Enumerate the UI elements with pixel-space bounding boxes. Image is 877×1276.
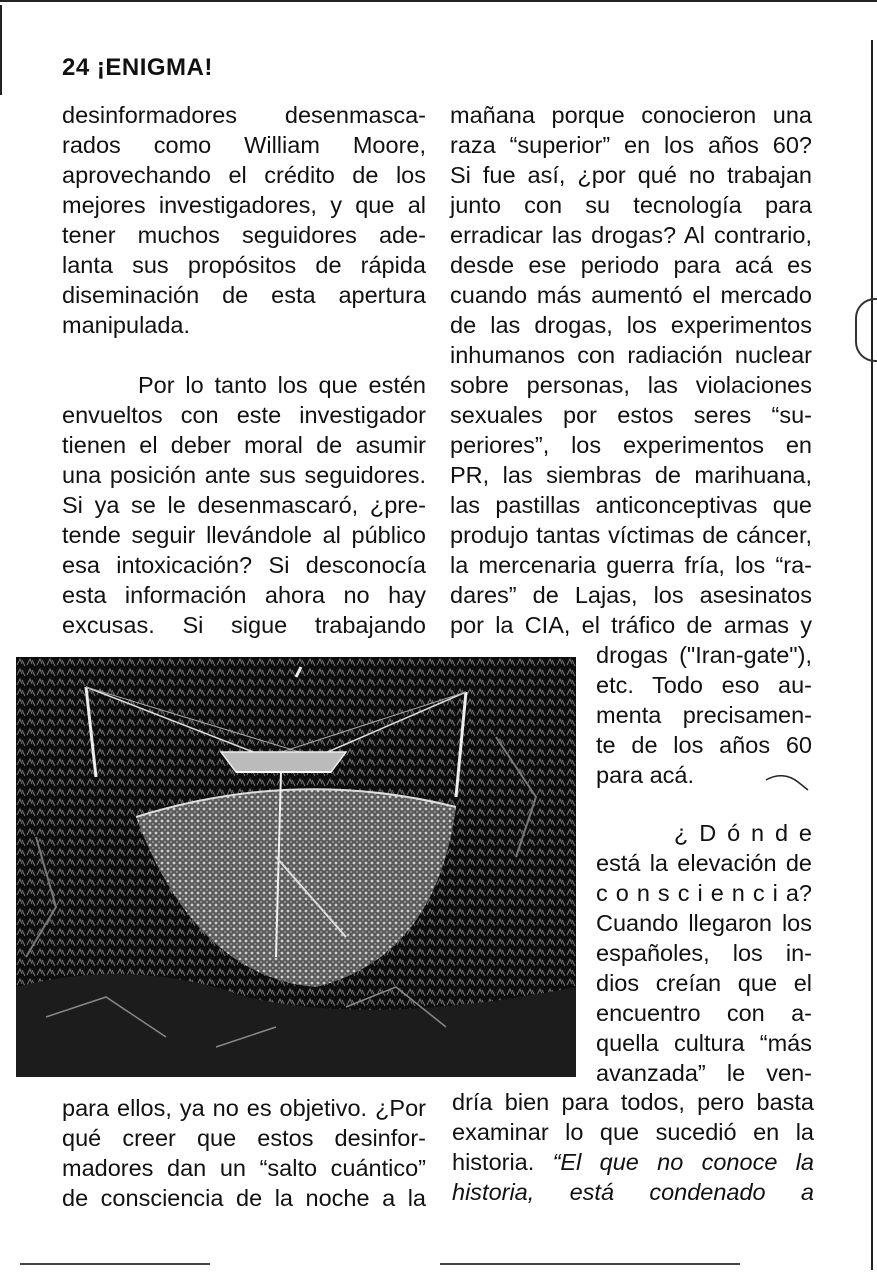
text-line: sexuales por estos seres “su- <box>450 402 812 428</box>
text-fragment: historia. <box>452 1149 535 1175</box>
text-line: por la CIA, el tráfico de armas y <box>450 612 812 638</box>
text-line: para ellos, ya no es objetivo. ¿Por <box>62 1095 426 1121</box>
text-line: avanzada” le ven- <box>596 1060 812 1086</box>
scan-artifact-line <box>440 1263 740 1265</box>
text-line: está la elevación de <box>596 850 812 876</box>
text-line: inhumanos con radiación nuclear <box>450 342 812 368</box>
pen-mark-icon <box>764 770 810 794</box>
text-line: esta información ahora no hay <box>62 582 426 608</box>
text-line: mejores investigadores, y que al <box>62 192 426 218</box>
text-line: aprovechando el crédito de los <box>62 162 426 188</box>
text-line: junto con su tecnología para <box>450 192 812 218</box>
text-line: encuentro con a- <box>596 1000 812 1026</box>
text-line: sobre personas, las violaciones <box>450 372 812 398</box>
right-column-bottom <box>452 1087 814 1207</box>
text-line: dría bien para todos, pero basta <box>452 1089 814 1115</box>
left-column-bottom <box>62 1093 426 1213</box>
text-line: españoles, los in- <box>596 940 812 966</box>
text-line: la mercenaria guerra fría, los “ra- <box>450 552 812 578</box>
scan-edge-top <box>0 0 877 7</box>
text-line: envueltos con este investigador <box>62 402 426 428</box>
text-line: manipulada. <box>62 312 191 338</box>
right-narrow-paragraph-1 <box>596 640 812 790</box>
text-line: c o n s c i e n c i a? <box>596 880 812 906</box>
text-line: tienen el deber moral de asumir <box>62 432 426 458</box>
text-line: raza “superior” en los años 60? <box>450 132 812 158</box>
binding-hole-mark <box>855 298 877 362</box>
text-line: periores”, los experimentos en <box>450 432 812 458</box>
text-line: drogas ("Iran-gate"), <box>596 642 812 668</box>
scan-edge-right <box>871 40 873 1270</box>
text-line: Si ya se le desenmascaró, ¿pre- <box>62 492 426 518</box>
magazine-title: ¡ENIGMA! <box>96 54 213 81</box>
text-line: lanta sus propósitos de rápida <box>62 252 426 278</box>
text-line: madores dan un “salto cuántico” <box>62 1155 426 1181</box>
text-line: etc. Todo eso au- <box>596 672 812 698</box>
scan-artifact-line <box>20 1263 210 1265</box>
page-header <box>62 54 213 82</box>
page-number: 24 <box>62 54 90 81</box>
text-line <box>452 1147 814 1177</box>
text-line: esa intoxicación? Si desconocía <box>62 552 426 578</box>
text-line: erradicar las drogas? Al contrario, <box>450 222 812 248</box>
text-line: de las drogas, los experimentos <box>450 312 812 338</box>
text-line: desde ese periodo para acá es <box>450 252 812 278</box>
text-line: examinar lo que sucedió en la <box>452 1119 814 1145</box>
text-line: dios creían que el <box>596 970 812 996</box>
right-narrow-paragraph-2 <box>596 818 812 1088</box>
text-line: diseminación de esta apertura <box>62 282 426 308</box>
quote-line: historia, está condenado a <box>452 1179 814 1205</box>
text-line: tener muchos seguidores ade- <box>62 222 426 248</box>
text-line: cuando más aumentó el mercado <box>450 282 812 308</box>
text-line: qué creer que estos desinfor- <box>62 1125 426 1151</box>
text-line: desinformadores desenmasca- <box>62 102 426 128</box>
text-line: para acá. <box>596 762 694 788</box>
text-line: las pastillas anticonceptivas que <box>450 492 812 518</box>
text-line: te de los años 60 <box>596 732 812 758</box>
telescope-illustration <box>16 657 576 1077</box>
text-line: produjo tantas víctimas de cáncer, <box>450 522 812 548</box>
text-line: Si fue así, ¿por qué no trabajan <box>450 162 812 188</box>
text-line: tende seguir llevándole al público <box>62 522 426 548</box>
text-line: Por lo tanto los que estén <box>138 372 426 398</box>
text-line: menta precisamen- <box>596 702 812 728</box>
left-column-paragraph-2 <box>62 370 426 640</box>
text-line: de consciencia de la noche a la <box>62 1185 426 1211</box>
text-line: rados como William Moore, <box>62 132 426 158</box>
text-line: Cuando llegaron los <box>596 910 812 936</box>
left-column-paragraph-1 <box>62 100 426 340</box>
text-line: mañana porque conocieron una <box>450 102 812 128</box>
text-line: ¿ D ó n d e <box>674 820 812 846</box>
text-line: dares” de Lajas, los asesinatos <box>450 582 812 608</box>
right-column-text <box>450 100 812 640</box>
scan-edge-left <box>0 5 2 95</box>
text-line: quella cultura “más <box>596 1030 812 1056</box>
text-line: PR, las siembras de marihuana, <box>450 462 812 488</box>
radio-telescope-photo <box>16 657 576 1077</box>
quote-fragment: “El que no conoce la <box>552 1149 814 1175</box>
text-line: una posición ante sus seguidores. <box>62 462 426 488</box>
text-line: excusas. Si sigue trabajando <box>62 612 426 638</box>
